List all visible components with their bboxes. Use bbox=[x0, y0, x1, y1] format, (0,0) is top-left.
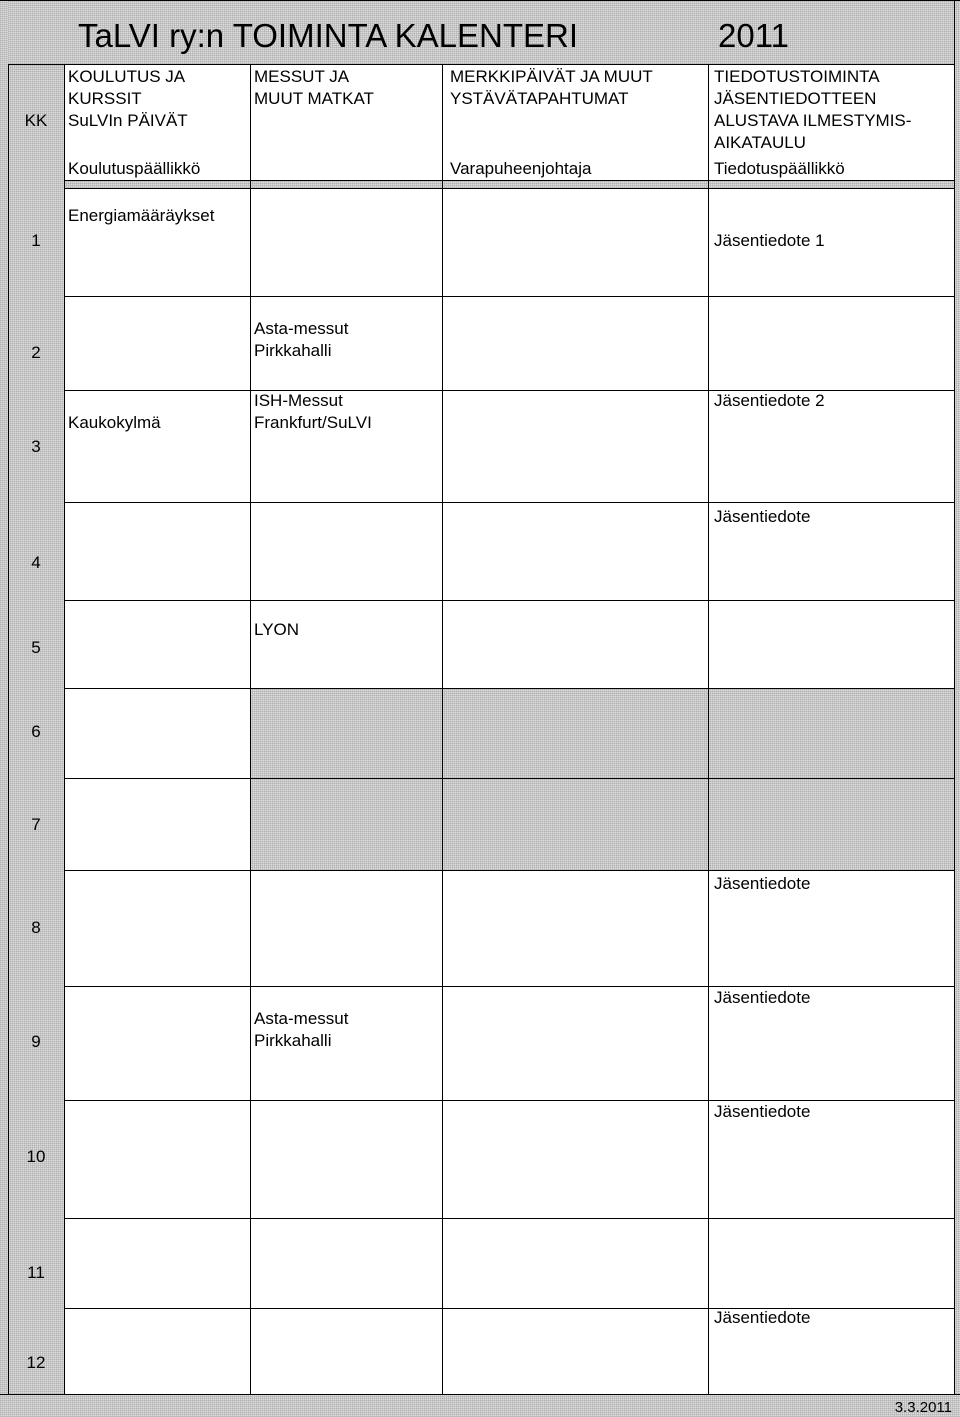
footer-date: 3.3.2011 bbox=[894, 1399, 952, 1416]
column-header-line: MERKKIPÄIVÄT JA MUUT bbox=[450, 67, 653, 86]
column-line-3 bbox=[708, 64, 709, 1394]
row-line-7 bbox=[64, 870, 954, 871]
column-header-line: SuLVIn PÄIVÄT bbox=[68, 111, 188, 130]
calendar-entry: ISH-Messut bbox=[254, 391, 343, 410]
calendar-entry: Frankfurt/SuLVI bbox=[254, 413, 372, 432]
month-1-koulutus-cell bbox=[68, 205, 214, 227]
column-header-3 bbox=[450, 66, 653, 110]
month-number: 10 bbox=[26, 1147, 46, 1166]
column-responsible-3: Varapuheenjohtaja bbox=[450, 159, 592, 178]
calendar-entry: Jäsentiedote bbox=[714, 988, 811, 1007]
month-8-tiedotus-cell bbox=[714, 873, 810, 895]
grid-top-line bbox=[64, 188, 954, 189]
calendar-entry: Jäsentiedote bbox=[714, 1308, 811, 1327]
month-3-tiedotus-cell bbox=[714, 390, 825, 412]
calendar-entry: Kaukokylmä bbox=[68, 413, 161, 432]
month-number: 2 bbox=[31, 343, 41, 362]
month-number: 11 bbox=[27, 1263, 45, 1282]
calendar-entry: Pirkkahalli bbox=[254, 341, 332, 360]
row-line-8 bbox=[64, 986, 954, 987]
row-line-1 bbox=[64, 296, 954, 297]
page-title bbox=[78, 16, 789, 56]
kk-header: KK bbox=[24, 111, 48, 130]
column-header-4 bbox=[714, 66, 911, 154]
month-10-tiedotus-cell bbox=[714, 1101, 810, 1123]
month-2-messut-cell bbox=[254, 318, 348, 362]
month-9-tiedotus-cell bbox=[714, 987, 810, 1009]
row-line-10 bbox=[64, 1218, 954, 1219]
calendar-entry: Asta-messut bbox=[254, 319, 349, 338]
calendar-entry: Pirkkahalli bbox=[254, 1031, 332, 1050]
left-margin-shade bbox=[0, 0, 8, 1417]
month-number: 8 bbox=[31, 918, 41, 937]
border-top bbox=[0, 0, 960, 1]
right-border-line bbox=[954, 0, 955, 1394]
column-header-line: KOULUTUS JA bbox=[68, 67, 186, 86]
calendar-entry: Jäsentiedote 1 bbox=[714, 231, 825, 250]
row-line-5 bbox=[64, 688, 954, 689]
column-line-1 bbox=[250, 64, 251, 1394]
month-9-messut-cell bbox=[254, 1008, 348, 1052]
month-6-7-shade bbox=[250, 688, 954, 870]
calendar-entry: Jäsentiedote bbox=[714, 874, 811, 893]
header-bottom-line bbox=[64, 180, 954, 181]
title-text: TaLVI ry:n TOIMINTA KALENTERI bbox=[78, 17, 579, 54]
month-number: 5 bbox=[31, 638, 41, 657]
month-number: 3 bbox=[31, 437, 41, 456]
header-top-line bbox=[8, 64, 954, 65]
bottom-shade bbox=[0, 1394, 960, 1417]
column-header-line: JÄSENTIEDOTTEEN bbox=[714, 89, 877, 108]
month-number: 7 bbox=[31, 815, 41, 834]
column-header-line: YSTÄVÄTAPAHTUMAT bbox=[450, 89, 629, 108]
month-4-tiedotus-cell bbox=[714, 506, 810, 528]
column-header-line: MUUT MATKAT bbox=[254, 89, 374, 108]
calendar-entry: Energiamääräykset bbox=[68, 206, 215, 225]
header-divider-shade bbox=[64, 180, 954, 188]
calendar-entry: Jäsentiedote bbox=[714, 507, 811, 526]
column-responsible-4: Tiedotuspäällikkö bbox=[714, 159, 845, 178]
column-header-line: MESSUT JA bbox=[254, 67, 350, 86]
calendar-entry: Jäsentiedote bbox=[714, 1102, 811, 1121]
month-1-tiedotus-cell bbox=[714, 230, 825, 252]
month-3-messut-cell bbox=[254, 390, 372, 434]
calendar-entry: Asta-messut bbox=[254, 1009, 349, 1028]
row-line-9 bbox=[64, 1100, 954, 1101]
month-number: 9 bbox=[31, 1032, 41, 1051]
title-year: 2011 bbox=[718, 17, 789, 54]
row-line-4 bbox=[64, 600, 954, 601]
calendar-entry: LYON bbox=[254, 620, 300, 639]
calendar-entry: Jäsentiedote 2 bbox=[714, 391, 825, 410]
column-responsible-1: Koulutuspäällikkö bbox=[68, 159, 201, 178]
column-header-line: TIEDOTUSTOIMINTA bbox=[714, 67, 880, 86]
bottom-line bbox=[0, 1394, 960, 1395]
month-12-tiedotus-cell bbox=[714, 1307, 810, 1329]
column-line-2 bbox=[442, 64, 443, 1394]
month-5-messut-cell bbox=[254, 619, 299, 641]
column-header-line: KURSSIT bbox=[68, 89, 142, 108]
month-number: 12 bbox=[26, 1353, 46, 1372]
month-3-koulutus-cell bbox=[68, 412, 161, 434]
month-number: 1 bbox=[31, 231, 41, 250]
kk-right-line bbox=[64, 64, 65, 1394]
column-header-line: AIKATAULU bbox=[714, 133, 806, 152]
column-header-2 bbox=[254, 66, 374, 110]
row-line-11 bbox=[64, 1308, 954, 1309]
row-line-3 bbox=[64, 502, 954, 503]
column-header-line: ALUSTAVA ILMESTYMIS- bbox=[714, 111, 912, 130]
row-line-6 bbox=[64, 778, 954, 779]
column-header-1 bbox=[68, 66, 188, 132]
month-number: 4 bbox=[31, 553, 41, 572]
month-number: 6 bbox=[31, 722, 41, 741]
